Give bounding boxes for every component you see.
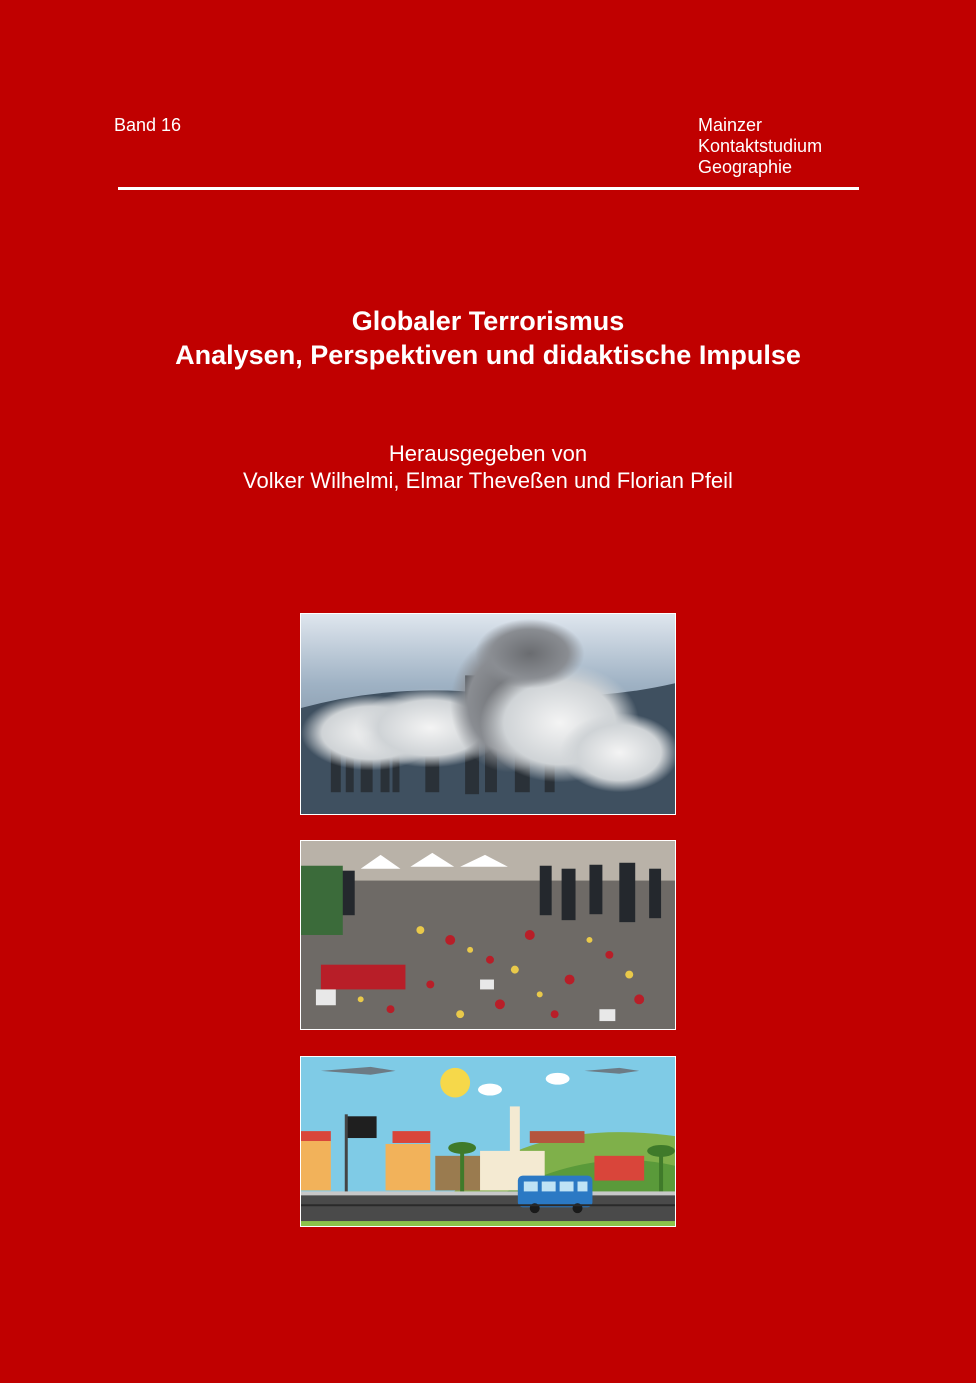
header-divider [118,187,859,190]
book-title: Globaler Terrorismus [351,306,625,336]
series-line-1: Mainzer [698,115,763,135]
memorial-flowers-image [301,841,675,1029]
editors-intro: Herausgegeben von [388,441,588,466]
editors-names: Volker Wilhelmi, Elmar Theveßen und Florian Pfeil [243,468,733,493]
smoke-city-photo [300,613,676,815]
memorial-flowers-photo [300,840,676,1030]
series-line-3: Geographie [698,157,793,177]
volume-number: Band 16 [114,115,182,135]
series-line-2: Kontaktstudium [698,136,823,156]
series-name [698,115,822,178]
smoke-city-image [301,614,675,814]
cartoon-street-illustration [300,1056,676,1227]
book-subtitle: Analysen, Perspektiven und didaktische Impulse [175,340,801,370]
cartoon-street-image [301,1057,675,1226]
